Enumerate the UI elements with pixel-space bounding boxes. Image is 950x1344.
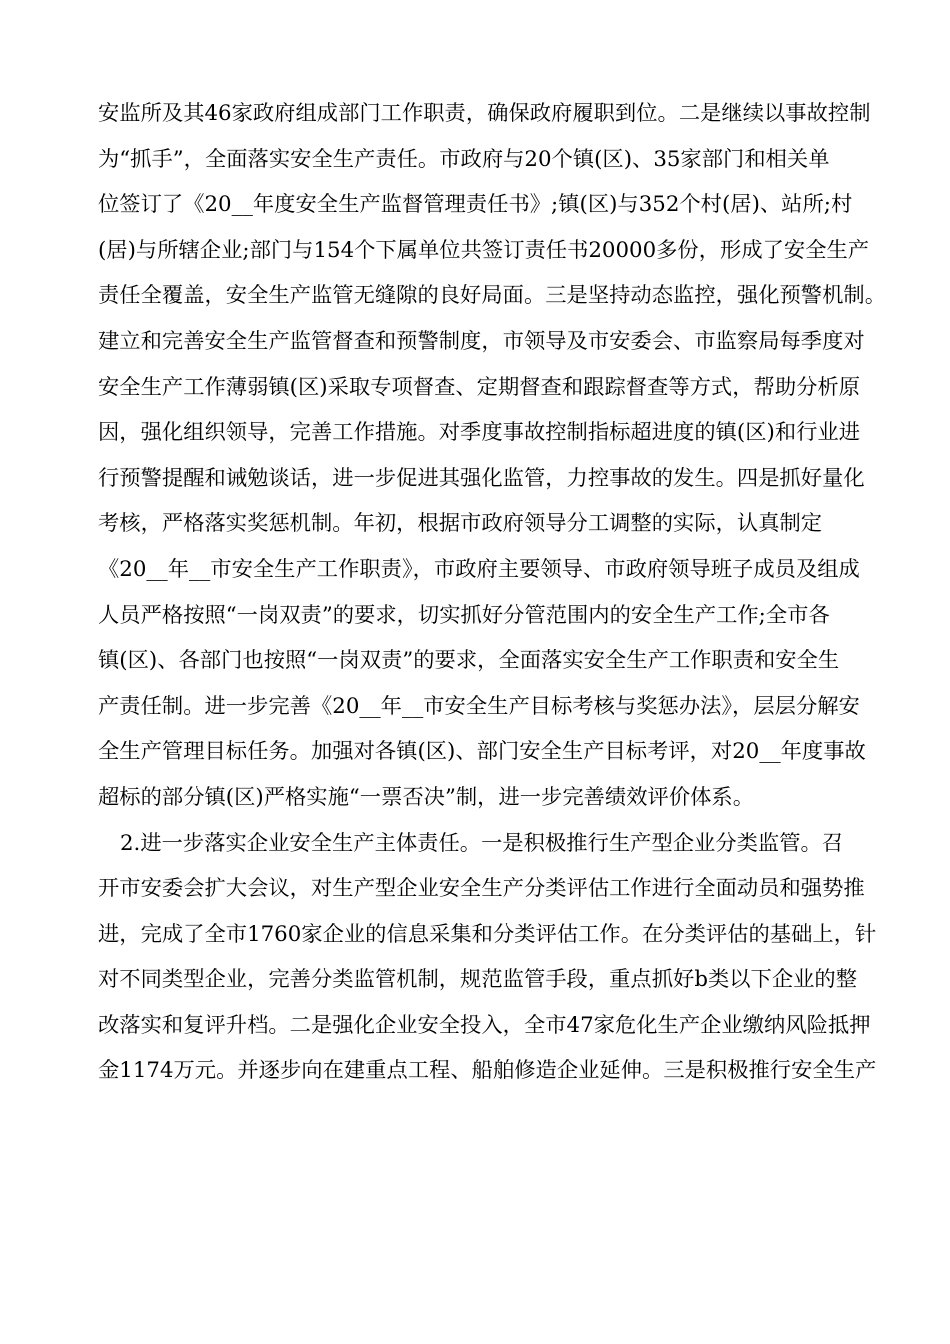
text-line: 开市安委会扩大会议，对生产型企业安全生产分类评估工作进行全面动员和强势推 [98,876,865,902]
text-line: 进，完成了全市1760家企业的信息采集和分类评估工作。在分类评估的基础上，针 [98,921,877,947]
paragraph-2 [98,821,888,1095]
text-line: (居)与所辖企业;部门与154个下属单位共签订责任书20000多份，形成了安全生产 [98,237,870,263]
text-line: 责任全覆盖，安全生产监管无缝隙的良好局面。三是坚持动态监控，强化预警机制。 [98,283,886,309]
text-line: 安全生产工作薄弱镇(区)采取专项督查、定期督查和跟踪督查等方式，帮助分析原 [98,374,861,400]
text-line: 全生产管理目标任务。加强对各镇(区)、部门安全生产目标考评，对20__年度事故 [98,739,866,765]
text-line: 镇(区)、各部门也按照“一岗双责”的要求，全面落实安全生产工作职责和安全生 [98,648,840,674]
text-line: 因，强化组织领导，完善工作措施。对季度事故控制指标超进度的镇(区)和行业进 [98,420,861,446]
text-line: 人员严格按照“一岗双责”的要求，切实抓好分管范围内的安全生产工作;全市各 [98,602,830,628]
text-line: 改落实和复评升档。二是强化企业安全投入，全市47家危化生产企业缴纳风险抵押 [98,1012,871,1038]
text-line: 金1174万元。并逐步向在建重点工程、船舶修造企业延伸。三是积极推行安全生产 [98,1058,877,1084]
document-body [98,91,888,1094]
text-line: 超标的部分镇(区)严格实施“一票否决”制，进一步完善绩效评价体系。 [98,784,755,810]
text-line: 考核，严格落实奖惩机制。年初，根据市政府领导分工调整的实际，认真制定 [98,511,823,537]
text-line: 产责任制。进一步完善《20__年__市安全生产目标考核与奖惩办法》，层层分解安 [98,693,860,719]
text-line: 行预警提醒和诫勉谈话，进一步促进其强化监管，力控事故的发生。四是抓好量化 [98,465,865,491]
paragraph-1 [98,91,888,821]
text-line: 建立和完善安全生产监管督查和预警制度，市领导及市安委会、市监察局每季度对 [98,328,865,354]
text-line: 《20__年__市安全生产工作职责》，市政府主要领导、市政府领导班子成员及组成 [98,556,860,582]
text-line: 2.进一步落实企业安全生产主体责任。一是积极推行生产型企业分类监管。召 [120,830,844,856]
text-line: 安监所及其46家政府组成部门工作职责，确保政府履职到位。二是继续以事故控制 [98,101,871,126]
text-line: 位签订了《20__年度安全生产监督管理责任书》;镇(区)与352个村(居)、站所;村 [98,192,853,218]
text-line: 为“抓手”，全面落实安全生产责任。市政府与20个镇(区)、35家部门和相关单 [98,146,830,172]
text-line: 对不同类型企业，完善分类监管机制，规范监管手段，重点抓好b类以下企业的整 [98,967,858,993]
